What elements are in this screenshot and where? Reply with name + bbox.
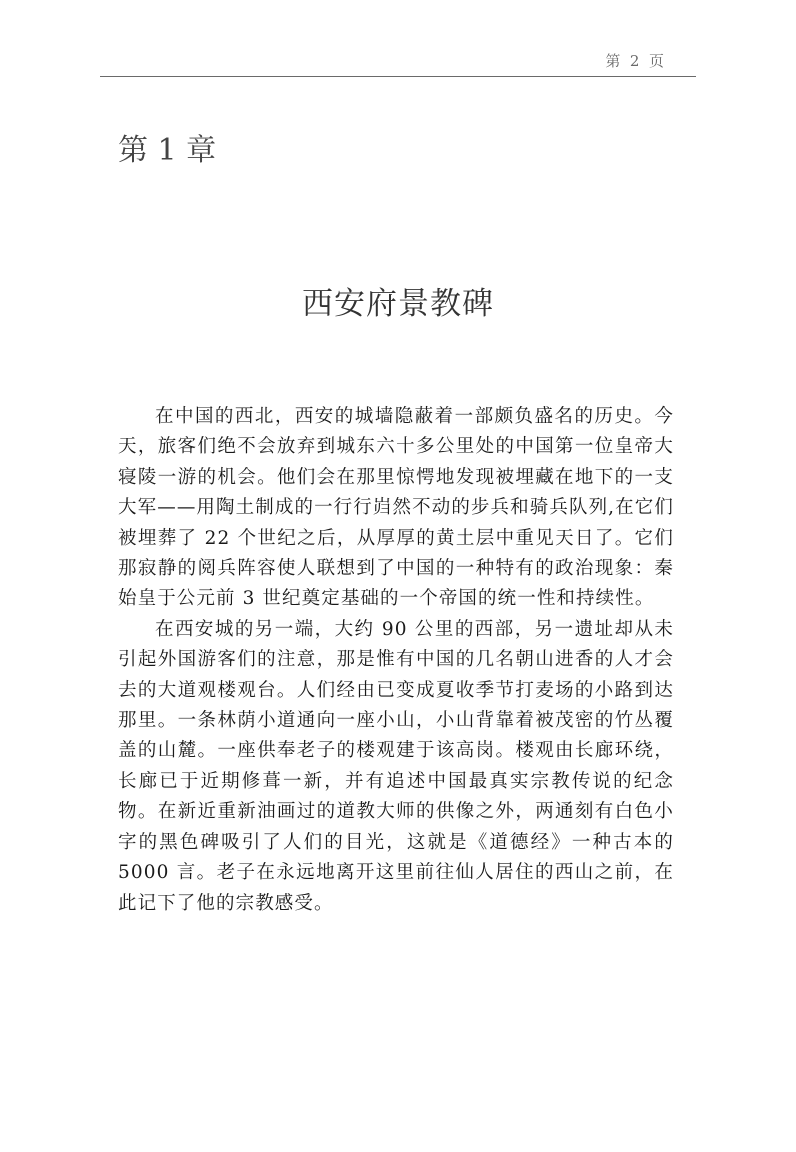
chapter-title: 西安府景教碑 [302, 286, 494, 322]
page-header [100, 48, 696, 77]
paragraph-1: 在中国的西北，西安的城墙隐蔽着一部颇负盛名的历史。今天，旅客们绝不会放弃到城东六十多公里处的中国第一位皇帝大寝陵一游的机会。他们会在那里惊愕地发现被埋藏在地下的一支大军——用陶土制成的一行行岿然不动的步兵和骑兵队列,在它们被埋葬了 22 个世纪之后，从厚厚的黄土层中重见天日了。它们那寂静的阅兵阵容使人联想到了中国的一种特有的政治现象：秦始皇于公元前 3 世纪奠定基础的一个帝国的统一性和持续性。 [118, 406, 674, 610]
paragraph-2: 在西安城的另一端，大约 90 公里的西部，另一遗址却从未引起外国游客们的注意，那是惟有中国的几名朝山进香的人才会去的大道观楼观台。人们经由已变成夏收季节打麦场的小路到达那里。一条林荫小道通向一座小山，小山背靠着被茂密的竹丛覆盖的山麓。一座供奉老子的楼观建于该高岗。楼观由长廊环绕，长廊已于近期修葺一新，并有追述中国最真实宗教传说的纪念物。在新近重新油画过的道教大师的供像之外，两通刻有白色小字的黑色碑吸引了人们的目光，这就是《道德经》一种古本的 5000 言。老子在永远地离开这里前往仙人居住的西山之前，在此记下了他的宗教感受。 [118, 618, 674, 914]
page-number: 第 2 页 [605, 52, 664, 70]
chapter-label: 第 1 章 [118, 133, 217, 168]
body-text [118, 402, 674, 919]
